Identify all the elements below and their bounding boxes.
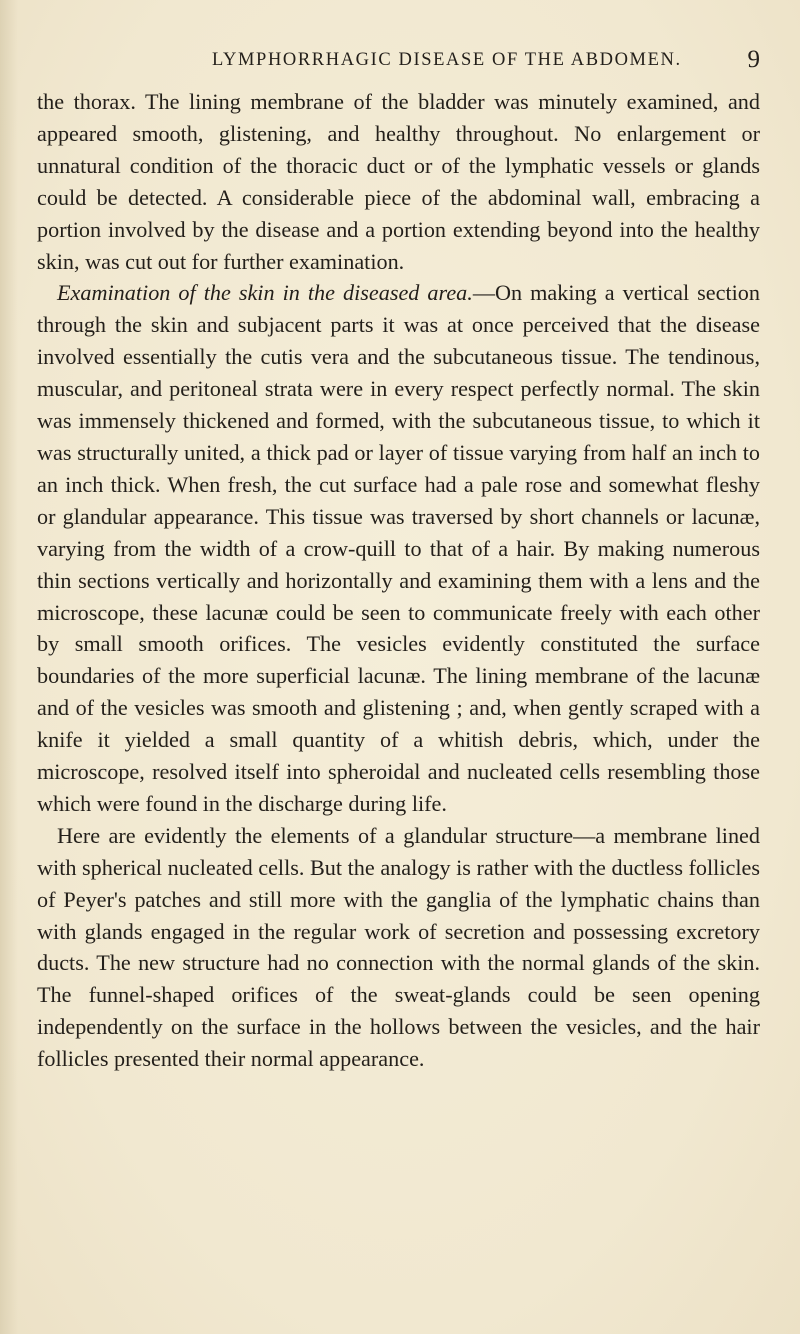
paragraph-2 — [37, 277, 760, 819]
paragraph-3-text: Here are evidently the elements of a glandular structure—a membrane lined with spherical nucleated cells. But the analogy is rather with the ductless follicles of Peyer's patches and still more with the ganglia of the lymphatic chains than with glands engaged in the regular work of secretion and possessing excretory ducts. The new structure had no connection with the normal glands of the skin. The funnel-shaped orifices of the sweat-glands could be seen opening independently on the surface in the hollows between the vesicles, and the hair follicles presented their normal appearance. — [37, 822, 760, 1072]
section-heading: Examination of the skin in the diseased area. — [57, 280, 473, 306]
body-text — [37, 86, 760, 1075]
paragraph-2-text: —On making a vertical section through the skin and subjacent parts it was at once perceived that the disease involved essentially the cutis vera and the subcutaneous tissue. The tendinous, muscular, and peritoneal strata were in every respect perfectly normal. The skin was immensely thickened and formed, with the subcutaneous tissue, to which it was structurally united, a thick pad or layer of tissue varying from half an inch to an inch thick. When fresh, the cut surface had a pale rose and somewhat fleshy or glandular appearance. This tissue was traversed by short channels or lacunæ, varying from the width of a crow-quill to that of a hair. By making numerous thin sections vertically and horizontally and examining them with a lens and the microscope, these lacunæ could be seen to communicate freely with each other by small smooth orifices. The vesicles evidently constituted the surface boundaries of the more superficial lacunæ. The lining membrane of the lacunæ and of the vesicles was smooth and glistening ; and, when gently scraped with a knife it yielded a small quantity of a whitish debris, which, under the microscope, resolved itself into spheroidal and nucleated cells resembling those which were found in the discharge during life. — [37, 280, 760, 816]
paragraph-1 — [37, 86, 760, 277]
paragraph-3 — [37, 820, 760, 1075]
page-header — [212, 46, 760, 78]
page-number: 9 — [747, 46, 760, 73]
page-edge-shadow — [0, 0, 18, 1334]
running-title: LYMPHORRHAGIC DISEASE OF THE ABDOMEN. — [212, 50, 682, 70]
paragraph-1-text: the thorax. The lining membrane of the bladder was minutely examined, and appeared smooth, glistening, and healthy throughout. No enlargement or unnatural condition of the thoracic duct or of the lymphatic vessels or glands could be detected. A considerable piece of the abdominal wall, embracing a portion involved by the disease and a portion extending beyond into the healthy skin, was cut out for further examination. — [37, 89, 760, 274]
